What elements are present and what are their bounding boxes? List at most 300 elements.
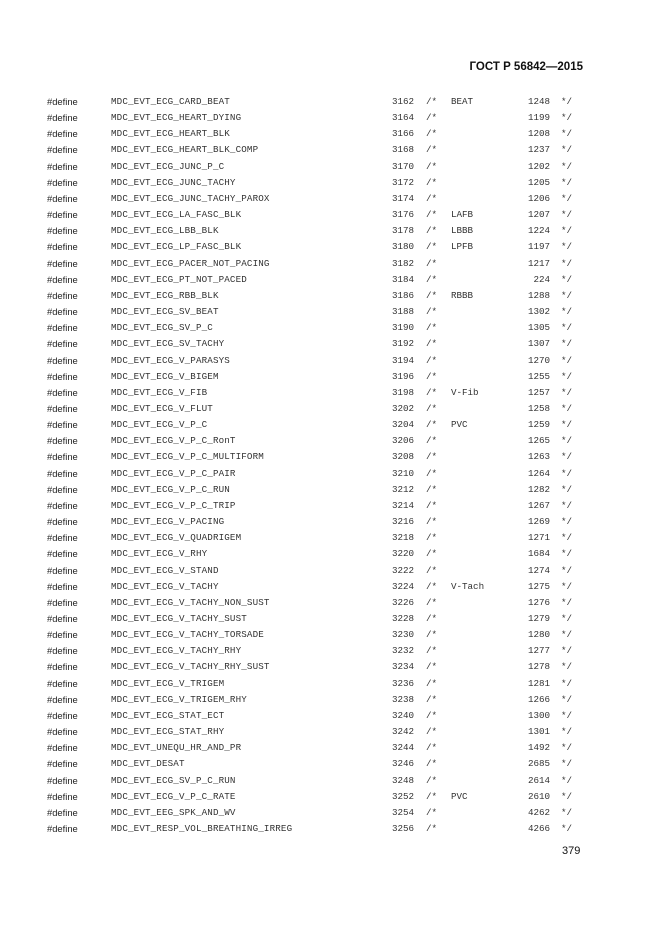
define-row	[0, 433, 661, 449]
comment-open: /*	[426, 758, 438, 770]
constant-name: MDC_EVT_ECG_V_TACHY_TORSADE	[111, 629, 264, 641]
constant-name: MDC_EVT_ECG_LA_FASC_BLK	[111, 209, 242, 221]
comment-close: */	[561, 483, 573, 495]
define-row	[0, 110, 661, 126]
constant-code: 3248	[392, 774, 415, 786]
constant-code: 3186	[392, 289, 415, 301]
comment-open: /*	[426, 677, 438, 689]
constant-value: 2610	[527, 790, 550, 802]
comment-open: /*	[426, 322, 438, 334]
define-keyword: #define	[47, 596, 78, 608]
constant-value: 1277	[527, 645, 550, 657]
constant-name: MDC_EVT_ECG_PT_NOT_PACED	[111, 273, 247, 285]
page-number: 379	[562, 845, 581, 857]
define-row	[0, 659, 661, 675]
constant-value: 1207	[527, 209, 550, 221]
constant-code: 3246	[392, 758, 415, 770]
define-keyword: #define	[47, 726, 78, 738]
define-keyword: #define	[47, 629, 78, 641]
define-keyword: #define	[47, 128, 78, 140]
constant-code: 3240	[392, 709, 415, 721]
constant-code: 3214	[392, 499, 415, 511]
define-keyword: #define	[47, 677, 78, 689]
comment-open: /*	[426, 209, 438, 221]
constant-code: 3174	[392, 192, 415, 204]
comment-close: */	[561, 435, 573, 447]
constant-name: MDC_EVT_ECG_STAT_RHY	[111, 726, 225, 738]
constant-name: MDC_EVT_ECG_STAT_ECT	[111, 709, 225, 721]
comment-close: */	[561, 564, 573, 576]
constant-value: 1263	[527, 451, 550, 463]
constant-code: 3216	[392, 516, 415, 528]
constant-name: MDC_EVT_ECG_HEART_DYING	[111, 112, 242, 124]
define-keyword: #define	[47, 467, 78, 479]
define-keyword: #define	[47, 435, 78, 447]
constant-code: 3222	[392, 564, 415, 576]
comment-open: /*	[426, 645, 438, 657]
define-keyword: #define	[47, 580, 78, 592]
comment-open: /*	[426, 338, 438, 350]
comment-close: */	[561, 112, 573, 124]
constant-value: 1217	[527, 257, 550, 269]
define-row	[0, 514, 661, 530]
constant-code: 3212	[392, 483, 415, 495]
comment-open: /*	[426, 596, 438, 608]
constant-label: V-Tach	[451, 580, 485, 592]
comment-close: */	[561, 209, 573, 221]
comment-close: */	[561, 742, 573, 754]
constant-value: 224	[533, 273, 550, 285]
comment-open: /*	[426, 613, 438, 624]
define-keyword: #define	[47, 532, 78, 544]
constant-code: 3180	[392, 241, 415, 253]
constant-value: 1281	[527, 677, 550, 689]
constant-value: 1266	[527, 693, 550, 705]
comment-close: */	[561, 499, 573, 511]
constant-code: 3206	[392, 435, 415, 447]
comment-close: */	[561, 128, 573, 140]
comment-close: */	[561, 596, 573, 608]
constant-name: MDC_EVT_EEG_SPK_AND_WV	[111, 806, 236, 818]
constant-name: MDC_EVT_ECG_SV_P_C_RUN	[111, 774, 236, 786]
define-keyword: #define	[47, 370, 78, 382]
comment-open: /*	[426, 241, 438, 253]
constant-name: MDC_EVT_ECG_V_RHY	[111, 548, 208, 560]
define-row	[0, 401, 661, 417]
comment-close: */	[561, 790, 573, 802]
constant-name: MDC_EVT_ECG_HEART_BLK	[111, 128, 230, 140]
comment-open: /*	[426, 823, 438, 835]
constant-value: 1206	[527, 192, 550, 204]
constant-name: MDC_EVT_ECG_CARD_BEAT	[111, 96, 230, 107]
define-list	[0, 94, 661, 837]
constant-value: 1278	[527, 661, 550, 673]
define-row	[0, 627, 661, 643]
comment-open: /*	[426, 661, 438, 673]
constant-name: MDC_EVT_ECG_SV_BEAT	[111, 306, 219, 318]
define-row	[0, 126, 661, 142]
comment-close: */	[561, 419, 573, 431]
define-row	[0, 320, 661, 336]
constant-code: 3230	[392, 629, 415, 641]
comment-open: /*	[426, 192, 438, 204]
document-header: ГОСТ Р 56842—2015	[469, 61, 583, 73]
comment-close: */	[561, 613, 573, 624]
constant-code: 3242	[392, 726, 415, 738]
comment-close: */	[561, 289, 573, 301]
constant-name: MDC_EVT_ECG_V_P_C_TRIP	[111, 499, 236, 511]
constant-value: 4262	[527, 806, 550, 818]
define-keyword: #define	[47, 790, 78, 802]
constant-label: V-Fib	[451, 386, 479, 398]
constant-name: MDC_EVT_ECG_SV_TACHY	[111, 338, 225, 350]
comment-open: /*	[426, 112, 438, 124]
constant-value: 1282	[527, 483, 550, 495]
constant-value: 1274	[527, 564, 550, 576]
constant-value: 1199	[527, 112, 550, 124]
define-row	[0, 805, 661, 821]
define-keyword: #define	[47, 144, 78, 156]
comment-open: /*	[426, 629, 438, 641]
comment-open: /*	[426, 257, 438, 269]
constant-name: MDC_EVT_ECG_RBB_BLK	[111, 289, 219, 301]
constant-value: 1255	[527, 370, 550, 382]
define-keyword: #define	[47, 209, 78, 221]
constant-code: 3208	[392, 451, 415, 463]
define-keyword: #define	[47, 241, 78, 253]
comment-close: */	[561, 645, 573, 657]
constant-value: 1224	[527, 225, 550, 237]
constant-value: 1267	[527, 499, 550, 511]
constant-code: 3170	[392, 160, 415, 172]
comment-open: /*	[426, 289, 438, 301]
constant-value: 1307	[527, 338, 550, 350]
constant-label: PVC	[451, 790, 468, 802]
constant-name: MDC_EVT_ECG_LP_FASC_BLK	[111, 241, 242, 253]
comment-close: */	[561, 823, 573, 835]
define-row	[0, 288, 661, 304]
constant-code: 3192	[392, 338, 415, 350]
constant-name: MDC_EVT_ECG_V_P_C_MULTIFORM	[111, 451, 264, 463]
comment-open: /*	[426, 306, 438, 318]
comment-open: /*	[426, 467, 438, 479]
define-row	[0, 159, 661, 175]
define-row	[0, 449, 661, 465]
constant-value: 1280	[527, 629, 550, 641]
constant-name: MDC_EVT_ECG_V_P_C_RonT	[111, 435, 236, 447]
define-keyword: #define	[47, 96, 78, 107]
constant-code: 3196	[392, 370, 415, 382]
constant-code: 3210	[392, 467, 415, 479]
define-row	[0, 756, 661, 772]
constant-label: RBBB	[451, 289, 474, 301]
comment-open: /*	[426, 128, 438, 140]
define-row	[0, 482, 661, 498]
constant-code: 3218	[392, 532, 415, 544]
comment-open: /*	[426, 176, 438, 188]
constant-name: MDC_EVT_ECG_V_PACING	[111, 516, 225, 528]
comment-close: */	[561, 709, 573, 721]
comment-open: /*	[426, 96, 438, 107]
constant-name: MDC_EVT_RESP_VOL_BREATHING_IRREG	[111, 823, 293, 835]
constant-value: 1302	[527, 306, 550, 318]
constant-name: MDC_EVT_ECG_JUNC_P_C	[111, 160, 225, 172]
comment-close: */	[561, 580, 573, 592]
comment-open: /*	[426, 370, 438, 382]
comment-open: /*	[426, 693, 438, 705]
define-keyword: #define	[47, 758, 78, 770]
constant-name: MDC_EVT_ECG_V_TACHY	[111, 580, 219, 592]
comment-close: */	[561, 160, 573, 172]
define-keyword: #define	[47, 160, 78, 172]
constant-value: 1202	[527, 160, 550, 172]
constant-value: 1271	[527, 532, 550, 544]
define-row	[0, 740, 661, 756]
define-row	[0, 385, 661, 401]
constant-code: 3164	[392, 112, 415, 124]
define-row	[0, 304, 661, 320]
comment-close: */	[561, 306, 573, 318]
constant-name: MDC_EVT_ECG_JUNC_TACHY	[111, 176, 236, 188]
comment-close: */	[561, 402, 573, 414]
constant-code: 3236	[392, 677, 415, 689]
comment-open: /*	[426, 548, 438, 560]
constant-name: MDC_EVT_ECG_V_P_C_RUN	[111, 483, 230, 495]
comment-open: /*	[426, 160, 438, 172]
define-keyword: #define	[47, 693, 78, 705]
constant-code: 3202	[392, 402, 415, 414]
define-row	[0, 563, 661, 579]
constant-name: MDC_EVT_ECG_V_FLUT	[111, 402, 213, 414]
define-row	[0, 692, 661, 708]
define-keyword: #define	[47, 483, 78, 495]
comment-open: /*	[426, 225, 438, 237]
constant-name: MDC_EVT_ECG_V_STAND	[111, 564, 219, 576]
define-row	[0, 579, 661, 595]
constant-code: 3190	[392, 322, 415, 334]
define-keyword: #define	[47, 548, 78, 560]
constant-name: MDC_EVT_ECG_V_P_C_PAIR	[111, 467, 236, 479]
define-keyword: #define	[47, 289, 78, 301]
comment-open: /*	[426, 709, 438, 721]
constant-value: 1270	[527, 354, 550, 366]
define-keyword: #define	[47, 402, 78, 414]
define-row	[0, 175, 661, 191]
define-keyword: #define	[47, 499, 78, 511]
comment-open: /*	[426, 402, 438, 414]
define-row	[0, 530, 661, 546]
constant-code: 3256	[392, 823, 415, 835]
define-keyword: #define	[47, 613, 78, 624]
comment-open: /*	[426, 532, 438, 544]
define-keyword: #define	[47, 257, 78, 269]
constant-code: 3198	[392, 386, 415, 398]
define-row	[0, 369, 661, 385]
constant-value: 1288	[527, 289, 550, 301]
comment-close: */	[561, 354, 573, 366]
constant-value: 1276	[527, 596, 550, 608]
constant-name: MDC_EVT_DESAT	[111, 758, 185, 770]
constant-value: 1279	[527, 613, 550, 624]
define-keyword: #define	[47, 742, 78, 754]
define-row	[0, 191, 661, 207]
define-row	[0, 773, 661, 789]
constant-code: 3194	[392, 354, 415, 366]
define-keyword: #define	[47, 564, 78, 576]
constant-code: 3220	[392, 548, 415, 560]
comment-close: */	[561, 451, 573, 463]
comment-open: /*	[426, 564, 438, 576]
define-keyword: #define	[47, 386, 78, 398]
constant-name: MDC_EVT_ECG_SV_P_C	[111, 322, 213, 334]
define-row	[0, 239, 661, 255]
constant-value: 1197	[527, 241, 550, 253]
constant-name: MDC_EVT_ECG_LBB_BLK	[111, 225, 219, 237]
constant-name: MDC_EVT_ECG_V_TACHY_RHY	[111, 645, 242, 657]
define-row	[0, 256, 661, 272]
comment-open: /*	[426, 483, 438, 495]
comment-close: */	[561, 386, 573, 398]
comment-close: */	[561, 629, 573, 641]
constant-code: 3252	[392, 790, 415, 802]
constant-value: 1300	[527, 709, 550, 721]
constant-value: 1205	[527, 176, 550, 188]
comment-open: /*	[426, 806, 438, 818]
constant-code: 3244	[392, 742, 415, 754]
comment-close: */	[561, 241, 573, 253]
constant-value: 1301	[527, 726, 550, 738]
define-row	[0, 789, 661, 805]
constant-name: MDC_EVT_ECG_V_PARASYS	[111, 354, 230, 366]
comment-open: /*	[426, 386, 438, 398]
comment-close: */	[561, 322, 573, 334]
constant-value: 1237	[527, 144, 550, 156]
comment-open: /*	[426, 726, 438, 738]
define-row	[0, 207, 661, 223]
constant-code: 3188	[392, 306, 415, 318]
constant-label: LBBB	[451, 225, 474, 237]
constant-name: MDC_EVT_ECG_V_FIB	[111, 386, 208, 398]
constant-value: 1248	[527, 96, 550, 107]
constant-code: 3182	[392, 257, 415, 269]
constant-name: MDC_EVT_ECG_V_TACHY_SUST	[111, 613, 247, 624]
define-keyword: #define	[47, 322, 78, 334]
constant-code: 3238	[392, 693, 415, 705]
constant-name: MDC_EVT_ECG_V_QUADRIGEM	[111, 532, 242, 544]
constant-value: 1208	[527, 128, 550, 140]
comment-open: /*	[426, 144, 438, 156]
constant-name: MDC_EVT_ECG_V_P_C	[111, 419, 208, 431]
define-keyword: #define	[47, 419, 78, 431]
define-row	[0, 353, 661, 369]
constant-value: 1259	[527, 419, 550, 431]
constant-name: MDC_EVT_ECG_V_TRIGEM_RHY	[111, 693, 247, 705]
define-keyword: #define	[47, 645, 78, 657]
constant-name: MDC_EVT_ECG_HEART_BLK_COMP	[111, 144, 259, 156]
constant-name: MDC_EVT_ECG_V_BIGEM	[111, 370, 219, 382]
define-row	[0, 466, 661, 482]
constant-value: 1258	[527, 402, 550, 414]
constant-code: 3176	[392, 209, 415, 221]
constant-value: 1257	[527, 386, 550, 398]
comment-close: */	[561, 516, 573, 528]
define-row	[0, 417, 661, 433]
constant-code: 3178	[392, 225, 415, 237]
define-row	[0, 595, 661, 611]
define-keyword: #define	[47, 225, 78, 237]
constant-name: MDC_EVT_ECG_V_TACHY_RHY_SUST	[111, 661, 270, 673]
constant-label: LPFB	[451, 241, 474, 253]
comment-close: */	[561, 96, 573, 107]
comment-close: */	[561, 192, 573, 204]
define-keyword: #define	[47, 661, 78, 673]
comment-close: */	[561, 677, 573, 689]
define-row	[0, 94, 661, 110]
comment-open: /*	[426, 419, 438, 431]
comment-open: /*	[426, 580, 438, 592]
constant-label: PVC	[451, 419, 468, 431]
define-row	[0, 142, 661, 158]
define-row	[0, 676, 661, 692]
define-keyword: #define	[47, 516, 78, 528]
comment-close: */	[561, 661, 573, 673]
constant-value: 2614	[527, 774, 550, 786]
comment-close: */	[561, 257, 573, 269]
comment-open: /*	[426, 273, 438, 285]
define-row	[0, 498, 661, 514]
comment-open: /*	[426, 354, 438, 366]
define-keyword: #define	[47, 709, 78, 721]
constant-name: MDC_EVT_ECG_PACER_NOT_PACING	[111, 257, 270, 269]
comment-close: */	[561, 758, 573, 770]
constant-value: 1305	[527, 322, 550, 334]
define-row	[0, 336, 661, 352]
define-keyword: #define	[47, 192, 78, 204]
define-keyword: #define	[47, 176, 78, 188]
define-keyword: #define	[47, 112, 78, 124]
define-keyword: #define	[47, 338, 78, 350]
define-row	[0, 708, 661, 724]
constant-name: MDC_EVT_ECG_V_P_C_RATE	[111, 790, 236, 802]
constant-code: 3234	[392, 661, 415, 673]
constant-value: 1275	[527, 580, 550, 592]
define-keyword: #define	[47, 774, 78, 786]
comment-close: */	[561, 225, 573, 237]
constant-code: 3172	[392, 176, 415, 188]
constant-label: BEAT	[451, 96, 474, 107]
comment-close: */	[561, 532, 573, 544]
comment-close: */	[561, 726, 573, 738]
constant-code: 3184	[392, 273, 415, 285]
comment-close: */	[561, 273, 573, 285]
define-keyword: #define	[47, 354, 78, 366]
comment-close: */	[561, 338, 573, 350]
comment-close: */	[561, 548, 573, 560]
define-row	[0, 821, 661, 837]
constant-label: LAFB	[451, 209, 474, 221]
comment-close: */	[561, 693, 573, 705]
define-keyword: #define	[47, 451, 78, 463]
comment-open: /*	[426, 774, 438, 786]
constant-value: 1492	[527, 742, 550, 754]
comment-open: /*	[426, 742, 438, 754]
comment-close: */	[561, 144, 573, 156]
constant-code: 3162	[392, 96, 415, 107]
constant-value: 4266	[527, 823, 550, 835]
constant-code: 3168	[392, 144, 415, 156]
constant-code: 3224	[392, 580, 415, 592]
comment-open: /*	[426, 499, 438, 511]
